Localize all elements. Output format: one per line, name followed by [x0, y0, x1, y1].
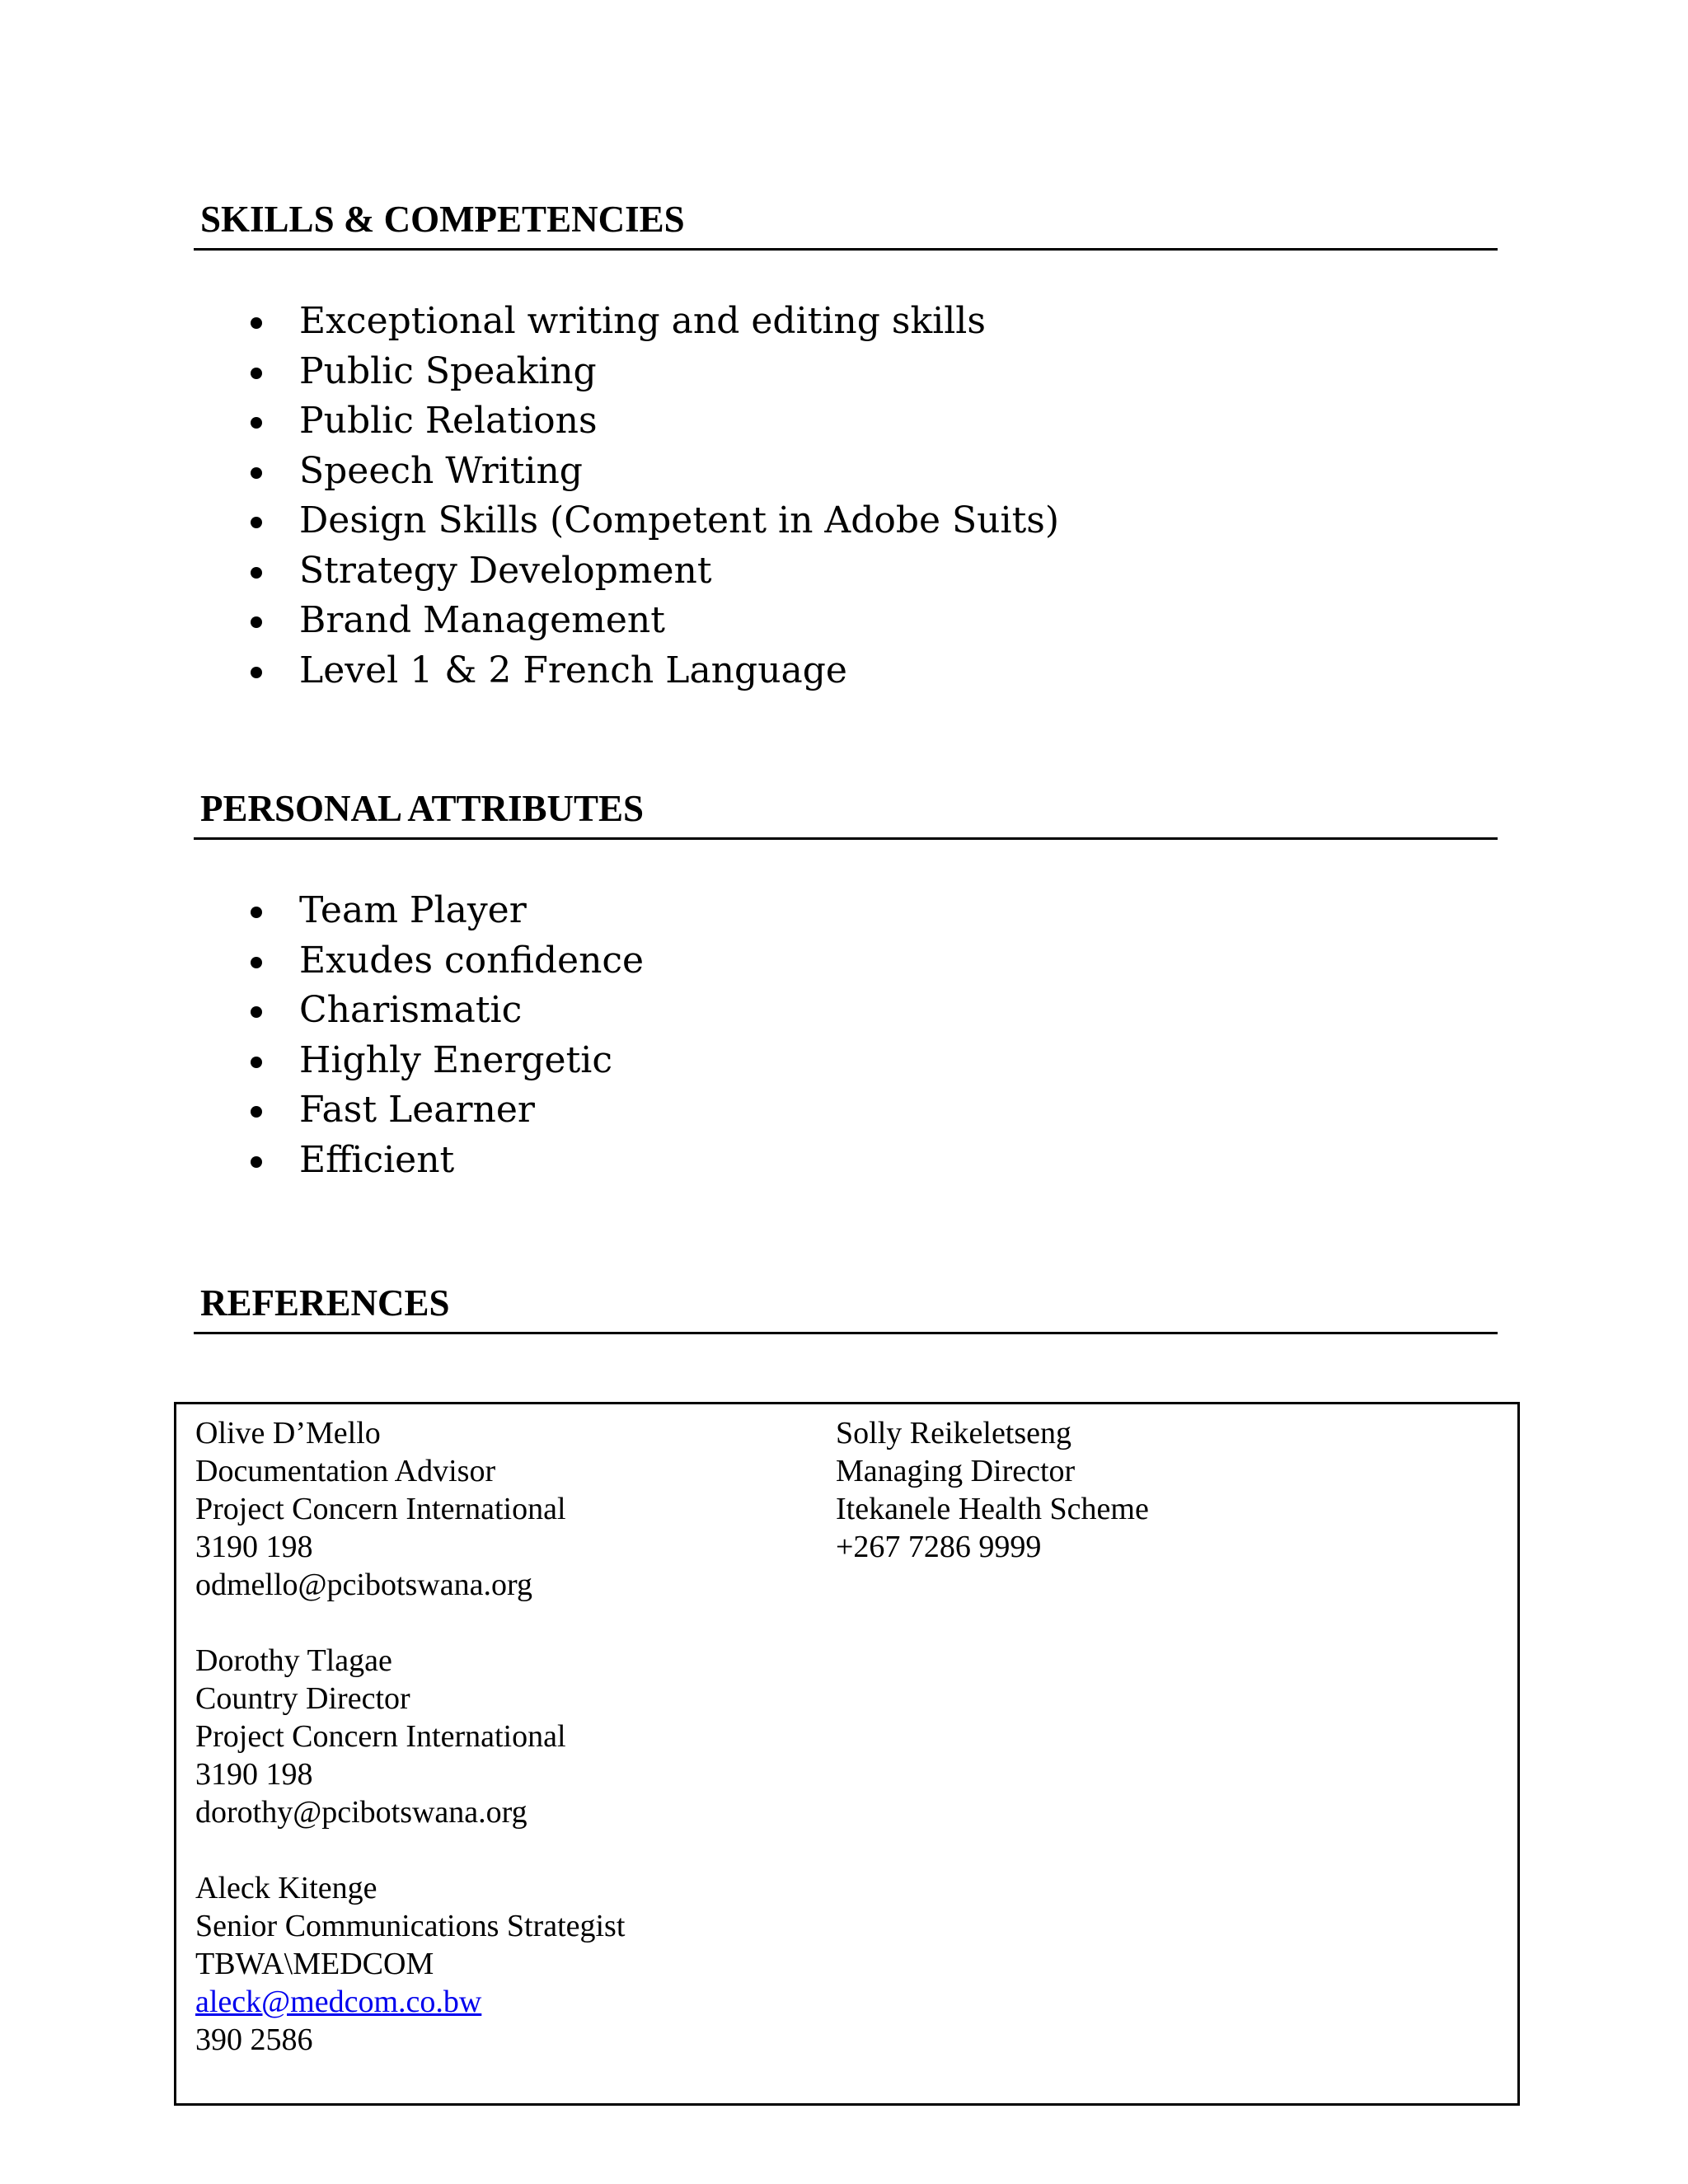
reference-phone: 3190 198: [195, 1757, 313, 1792]
list-item: [194, 496, 1059, 546]
reference-title: Documentation Advisor: [195, 1454, 496, 1488]
references-heading: REFERENCES: [194, 1278, 1498, 1334]
attribute-label: Efficient: [299, 1138, 455, 1181]
bullet-icon: [251, 1106, 262, 1118]
list-item: [194, 936, 644, 987]
list-item: [194, 396, 1059, 447]
reference-entry: [195, 1414, 625, 1604]
reference-phone: +267 7286 9999: [836, 1530, 1042, 1564]
skill-label: Design Skills (Competent in Adobe Suits): [299, 499, 1060, 541]
list-item: [194, 646, 1059, 696]
list-item: [194, 1036, 644, 1086]
bullet-icon: [251, 317, 262, 329]
list-item: [194, 986, 644, 1036]
reference-title: Managing Director: [836, 1454, 1076, 1488]
skill-label: Speech Writing: [299, 449, 583, 492]
reference-organization: Itekanele Health Scheme: [836, 1492, 1149, 1526]
bullet-icon: [251, 417, 262, 429]
bullet-icon: [251, 368, 262, 379]
bullet-icon: [251, 567, 262, 579]
list-item: [194, 1085, 644, 1136]
bullet-icon: [251, 1057, 262, 1068]
list-item: [194, 1136, 644, 1186]
skill-label: Exceptional writing and editing skills: [299, 300, 986, 342]
reference-phone: 390 2586: [195, 2022, 313, 2057]
reference-email-link[interactable]: aleck@medcom.co.bw: [195, 1985, 482, 2019]
references-box: [174, 1402, 1520, 2106]
skill-label: Strategy Development: [299, 549, 712, 592]
attribute-label: Fast Learner: [299, 1089, 535, 1131]
list-item: [194, 546, 1059, 597]
attribute-label: Highly Energetic: [299, 1038, 612, 1081]
bullet-icon: [251, 616, 262, 628]
references-right-column: [836, 1414, 1149, 1604]
reference-title: Senior Communications Strategist: [195, 1909, 626, 1943]
skills-heading: SKILLS & COMPETENCIES: [194, 194, 1498, 251]
attribute-label: Charismatic: [299, 989, 523, 1031]
reference-name: Olive D’Mello: [195, 1416, 381, 1451]
reference-entry: [836, 1414, 1149, 1566]
attributes-heading: PERSONAL ATTRIBUTES: [194, 784, 1498, 840]
bullet-icon: [251, 517, 262, 528]
list-item: [194, 347, 1059, 397]
list-item: [194, 596, 1059, 646]
skill-label: Public Speaking: [299, 349, 597, 392]
reference-phone: 3190 198: [195, 1530, 313, 1564]
list-item: [194, 886, 644, 936]
reference-entry: [195, 1869, 625, 2059]
reference-name: Aleck Kitenge: [195, 1871, 377, 1905]
reference-email: dorothy@pcibotswana.org: [195, 1795, 528, 1830]
reference-organization: Project Concern International: [195, 1719, 566, 1754]
bullet-icon: [251, 1156, 262, 1168]
reference-name: Dorothy Tlagae: [195, 1643, 392, 1678]
reference-title: Country Director: [195, 1681, 410, 1716]
attribute-label: Team Player: [299, 889, 527, 931]
skill-label: Public Relations: [299, 400, 598, 442]
bullet-icon: [251, 667, 262, 678]
reference-email: odmello@pcibotswana.org: [195, 1568, 532, 1602]
attributes-list: [194, 886, 644, 1185]
bullet-icon: [251, 1006, 262, 1018]
bullet-icon: [251, 957, 262, 968]
reference-name: Solly Reikeletseng: [836, 1416, 1072, 1451]
attribute-label: Exudes confidence: [299, 939, 645, 982]
skill-label: Level 1 & 2 French Language: [299, 649, 847, 691]
bullet-icon: [251, 907, 262, 918]
list-item: [194, 297, 1059, 347]
reference-organization: TBWA\MEDCOM: [195, 1947, 434, 1981]
references-left-column: [195, 1414, 625, 2097]
reference-entry: [195, 1642, 625, 1831]
skills-list: [194, 297, 1059, 696]
bullet-icon: [251, 467, 262, 479]
list-item: [194, 447, 1059, 497]
reference-organization: Project Concern International: [195, 1492, 566, 1526]
skill-label: Brand Management: [299, 599, 665, 641]
reference-email-row: [195, 1983, 625, 2021]
